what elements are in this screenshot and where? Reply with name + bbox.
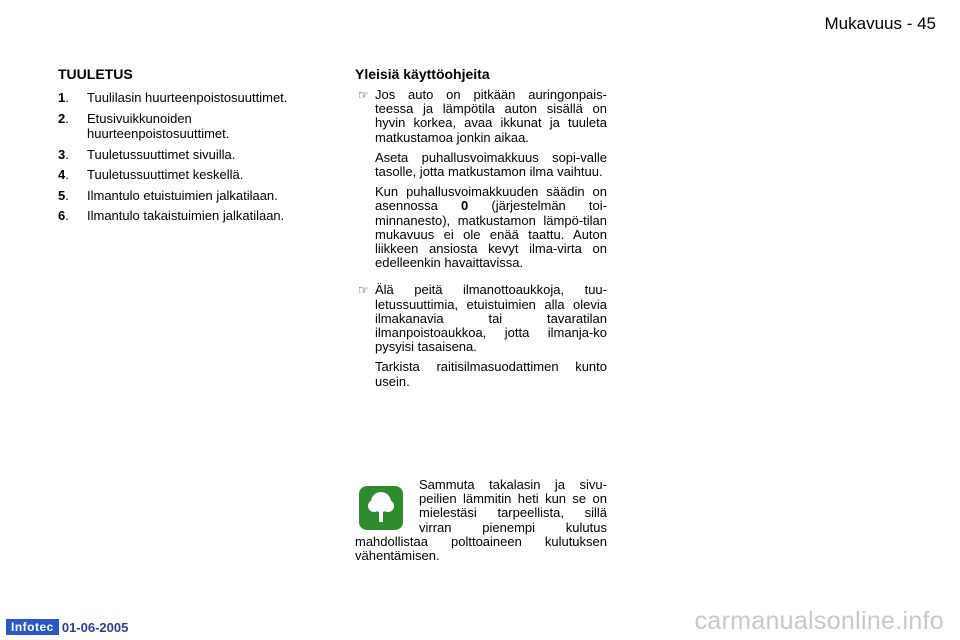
eco-tip-text: Sammuta takalasin ja sivu-peilien lämmitin heti kun se on mielestäsi tarpeellista, sillä virran pienempi kulutus mahdollistaa polttoaineen kulutuksen vähentämisen. xyxy=(355,477,607,564)
item-number-bold: 2 xyxy=(58,110,66,126)
tip-paragraph: Aseta puhallusvoimakkuus sopi-valle tasolle, jotta matkustamon ilma vaihtuu. xyxy=(375,149,607,180)
tip-paragraph: Jos auto on pitkään auringonpais-teessa ja lämpötila auton sisällä on hyvin korkea, avaa ikkunat ja tuuleta matkustamoa jonkin aikaa. xyxy=(375,87,607,145)
list-item-text: Tuulilasin huurteenpoistosuuttimet. xyxy=(87,90,288,105)
pointing-hand-icon: ☞ xyxy=(358,283,369,298)
bold-value: 0 xyxy=(461,198,469,214)
list-item-number: 4. xyxy=(58,167,69,182)
infotec-logo: Infotec xyxy=(6,619,59,635)
tree-icon xyxy=(359,486,403,530)
tip-paragraph: Tarkista raitisilmasuodattimen kunto usein. xyxy=(375,359,607,389)
section-title-general-instructions: Yleisiä käyttöohjeita xyxy=(355,66,490,82)
eco-tip xyxy=(355,478,607,563)
list-item-text: Ilmantulo etuistuimien jalkatilaan. xyxy=(87,187,278,203)
vent-numbered-list xyxy=(58,90,288,229)
list-item-number: 5. xyxy=(58,187,69,203)
tip-body xyxy=(375,88,607,276)
pointing-hand-icon: ☞ xyxy=(358,88,369,102)
list-item-number: 3. xyxy=(58,146,69,162)
item-number-bold: 6 xyxy=(58,208,66,223)
list-item xyxy=(58,111,288,142)
list-item xyxy=(58,90,288,106)
list-item-text: Ilmantulo takaistuimien jalkatilaan. xyxy=(87,208,285,223)
tips-block xyxy=(355,88,607,402)
list-item-number: 2. xyxy=(58,110,69,126)
footer-date: 01-06-2005 xyxy=(61,619,129,635)
tip-text: Kun puhallusvoimakkuuden säädin on asennossa xyxy=(375,184,607,214)
list-item-number: 6. xyxy=(58,208,69,223)
list-item-text: Etusivuikkunoiden huurteenpoistosuuttimet. xyxy=(87,110,230,141)
watermark: carmanualsonline.info xyxy=(694,607,944,635)
list-item-text: Tuuletussuuttimet keskellä. xyxy=(87,167,244,182)
item-number-bold: 4 xyxy=(58,167,66,182)
list-item xyxy=(58,188,288,204)
item-number-bold: 5 xyxy=(58,187,66,203)
list-item xyxy=(58,167,288,183)
tip-item xyxy=(355,283,607,394)
section-title-ventilation: TUULETUS xyxy=(58,66,133,82)
tip-text: (järjestelmän toi-minnanesto), matkustamon lämpö-tilan mukavuus ei ole enää taattu. Auton liikkeen ansiosta kevyt ilma-virta on edelleenkin havaittavissa. xyxy=(375,198,607,271)
page-header-title: Mukavuus - 45 xyxy=(824,14,936,33)
list-item-text: Tuuletussuuttimet sivuilla. xyxy=(87,146,236,162)
footer xyxy=(6,619,128,635)
tip-paragraph xyxy=(375,185,607,270)
item-number-bold: 1 xyxy=(58,90,66,105)
tip-body xyxy=(375,283,607,394)
tip-item xyxy=(355,88,607,276)
list-item xyxy=(58,208,288,224)
item-number-bold: 3 xyxy=(58,146,66,162)
list-item-number: 1. xyxy=(58,90,69,105)
tip-paragraph: Älä peitä ilmanottoaukkoja, tuu-letussuuttimia, etuistuimien alla olevia ilmakanavia tai tavaratilan ilmanpoistoaukkoa, jotta ilmanja-ko pysyisi tasaisena. xyxy=(375,282,607,355)
list-item xyxy=(58,147,288,163)
